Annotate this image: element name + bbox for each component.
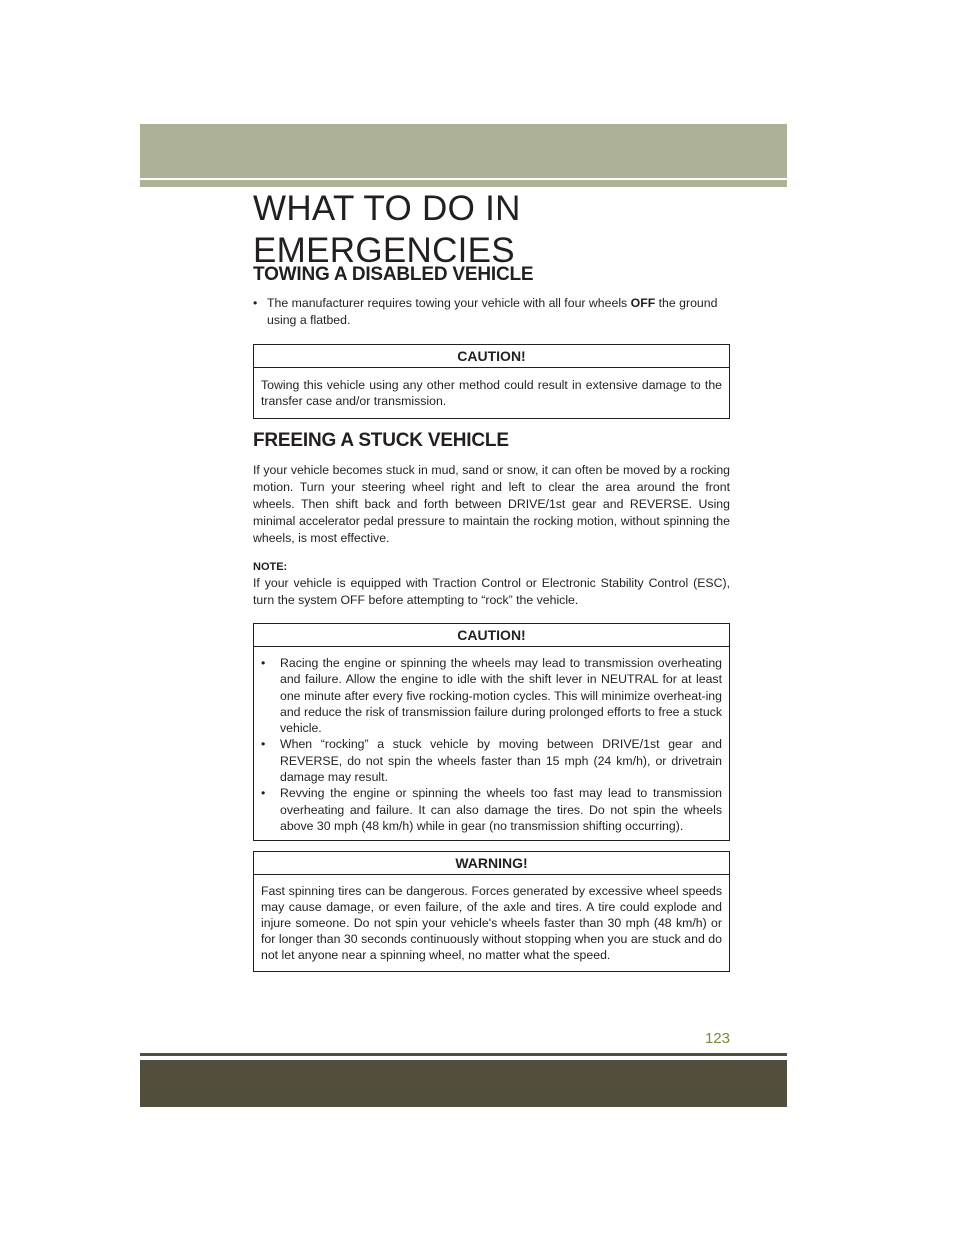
freeing-caution-box [253,623,730,841]
footer-band [140,1060,787,1107]
header-band [140,124,787,178]
warning-title: WARNING! [254,852,729,875]
page-number: 123 [704,1030,730,1047]
freeing-paragraph: If your vehicle becomes stuck in mud, sand or snow, it can often be moved by a rocking motion. Turn your steering wheel right and left to clear the area around the front wheels. Then shift back and forth between DRIVE/1st gear and REVERSE. Using minimal accelerator pedal pressure to maintain the rocking motion, without spinning the wheels, is most effective. [253,463,730,545]
warning-box [253,851,730,972]
caution-list-item [261,736,722,785]
header-rule [140,180,787,187]
bullet-dot: • [261,786,266,801]
towing-heading: TOWING A DISABLED VEHICLE [253,264,534,285]
footer-rule [140,1053,787,1056]
page-content [253,262,730,972]
caution-item-text: Racing the engine or spinning the wheels may lead to transmission overheating and failure. Allow the engine to idle with the shift lever in NEUTRAL for at least one minute after every five rocking-motion cycles. This will minimize overheat-ing and reduce the risk of transmission failure during prolonged efforts to free a stuck vehicle. [280,656,722,736]
towing-bullet-text-2: the ground using a flatbed. [267,296,718,327]
towing-caution-body: Towing this vehicle using any other method could result in extensive damage to the transfer case and/or transmission. [261,378,722,408]
towing-caution-box [253,344,730,419]
note-text: If your vehicle is equipped with Traction Control or Electronic Stability Control (ESC), turn the system OFF before attempting to “rock” the vehicle. [253,576,730,607]
towing-bullet-text-1: The manufacturer requires towing your vehicle with all four wheels [267,296,631,310]
warning-body: Fast spinning tires can be dangerous. Forces generated by excessive wheel speeds may cause damage, or even failure, of the axle and tires. A tire could explode and injure someone. Do not spin your vehicle's wheels faster than 30 mph (48 km/h) or for longer than 30 seconds continuously without stopping when you are stuck and do not let anyone near a spinning wheel, no matter what the speed. [261,884,722,963]
chapter-title: WHAT TO DO IN EMERGENCIES [253,189,521,270]
bullet-dot: • [261,656,266,670]
caution-item-text: When “rocking” a stuck vehicle by moving between DRIVE/1st gear and REVERSE, do not spin the wheels faster than 15 mph (24 km/h), or drivetrain damage may result. [280,737,722,785]
freeing-caution-title: CAUTION! [254,624,729,647]
caution-list-item [261,655,722,736]
towing-caution-title: CAUTION! [254,345,729,368]
caution-list-item [261,785,722,834]
note-label: NOTE: [253,561,288,573]
bullet-dot: • [253,296,258,310]
caution-item-text: Revving the engine or spinning the wheels too fast may lead to transmission overheating and failure. It can also damage the tires. Do not spin the wheels above 30 mph (48 km/h) while in gear (no transmission shifting occurring). [280,786,722,833]
towing-bullet [253,295,730,329]
freeing-heading: FREEING A STUCK VEHICLE [253,430,509,451]
towing-bullet-bold: OFF [630,296,656,310]
bullet-dot: • [261,737,266,752]
freeing-caution-list [254,647,729,840]
